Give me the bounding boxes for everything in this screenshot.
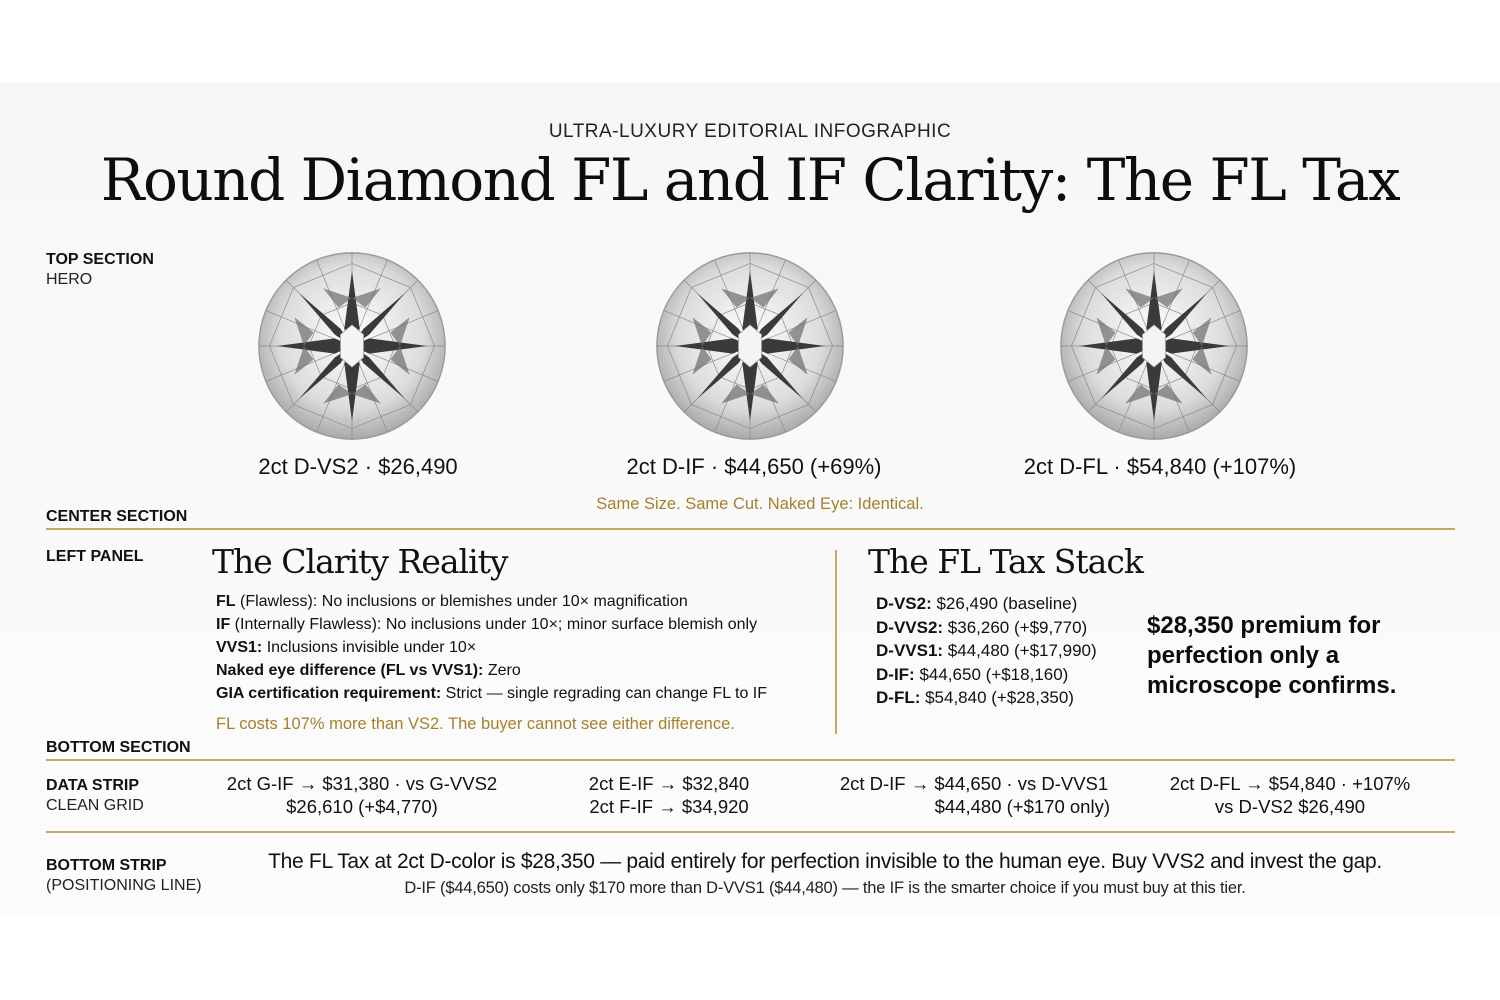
diamond-icon <box>654 250 846 442</box>
strip-line: $44,480 (+$170 only) <box>934 796 1110 817</box>
top-section-sub: HERO <box>46 271 93 288</box>
callout-line: microscope confirms. <box>1147 672 1397 699</box>
strip-line: 2ct G-IF → $31,380 · vs G-VVS2 <box>226 773 498 794</box>
positioning-line: The FL Tax at 2ct D-color is $28,350 — paid entirely for perfection invisible to the human eye. Buy VVS2 and invest the gap. <box>268 850 1382 873</box>
clarity-text: Inclusions invisible under 10× <box>262 639 477 656</box>
stack-text: $36,260 (+$9,770) <box>943 617 1088 637</box>
stack-text: $44,480 (+$17,990) <box>943 641 1097 660</box>
clarity-list <box>216 590 816 705</box>
stack-item <box>876 663 1126 687</box>
page-title: Round Diamond FL and IF Clarity: The FL Tax <box>100 146 1400 214</box>
hero-tagline: Same Size. Same Cut. Naked Eye: Identical. <box>596 495 924 513</box>
left-panel-label: LEFT PANEL <box>46 548 144 565</box>
stack-term: D-IF: <box>876 664 915 684</box>
data-strip-sub: CLEAN GRID <box>46 797 144 814</box>
clarity-heading: The Clarity Reality <box>212 542 508 581</box>
callout-line: perfection only a <box>1147 642 1340 669</box>
data-strip-cell <box>1140 772 1440 818</box>
clarity-item <box>216 659 816 682</box>
data-strip-label: DATA STRIP <box>46 777 140 794</box>
stack-item <box>876 686 1126 710</box>
diamond-icon <box>256 250 448 442</box>
strip-line: 2ct F-IF → $34,920 <box>589 796 749 817</box>
strip-line: 2ct D-IF → $44,650 · vs D-VVS1 <box>839 773 1109 794</box>
clarity-term: Naked eye difference (FL vs VVS1): <box>216 662 484 679</box>
strip-line: 2ct E-IF → $32,840 <box>588 773 750 794</box>
center-section-label: CENTER SECTION <box>46 508 188 525</box>
stack-term: D-VS2: <box>876 594 932 613</box>
data-strip-cell <box>529 772 809 818</box>
divider-rule <box>46 831 1455 833</box>
stack-item <box>876 592 1126 616</box>
diamond-icon <box>1058 250 1250 442</box>
data-strip-cell <box>824 772 1124 818</box>
clarity-item <box>216 590 816 613</box>
divider-rule <box>46 528 1455 530</box>
data-strip-cell <box>212 772 512 818</box>
clarity-text: Zero <box>483 662 521 679</box>
clarity-item <box>216 682 816 705</box>
callout-line: $28,350 premium for <box>1147 612 1381 639</box>
bottom-section-label: BOTTOM SECTION <box>46 739 191 756</box>
premium-callout <box>1147 611 1467 701</box>
clarity-text: Strict — single regrading can change FL to IF <box>441 685 768 702</box>
strip-line: 2ct D-FL → $54,840 · +107% <box>1169 773 1411 794</box>
clarity-text: (Flawless): No inclusions or blemishes under 10× magnification <box>235 593 688 610</box>
kicker: ULTRA-LUXURY EDITORIAL INFOGRAPHIC <box>548 121 952 142</box>
stack-text: $54,840 (+$28,350) <box>920 688 1074 707</box>
clarity-term: GIA certification requirement: <box>216 685 442 702</box>
stack-term: D-VVS2: <box>876 617 944 637</box>
stack-text: $44,650 (+$18,160) <box>914 664 1069 684</box>
clarity-term: VVS1: <box>216 639 263 656</box>
clarity-note: FL costs 107% more than VS2. The buyer cannot see either difference. <box>216 715 735 733</box>
stack-text: $26,490 (baseline) <box>931 594 1078 613</box>
stack-term: D-FL: <box>876 688 921 707</box>
clarity-term: IF <box>216 616 231 633</box>
clarity-item <box>216 613 816 636</box>
stack-list <box>876 592 1126 710</box>
clarity-term: FL <box>216 593 236 610</box>
diamond-caption-fl: 2ct D-FL · $54,840 (+107%) <box>1023 454 1297 479</box>
stack-heading: The FL Tax Stack <box>868 542 1143 581</box>
stack-term: D-VVS1: <box>876 641 944 660</box>
clarity-item <box>216 636 816 659</box>
bottom-strip-sub: (POSITIONING LINE) <box>46 877 202 894</box>
strip-line: vs D-VS2 $26,490 <box>1214 796 1366 817</box>
divider-rule <box>46 759 1455 761</box>
positioning-subline: D-IF ($44,650) costs only $170 more than D-VVS1 ($44,480) — the IF is the smarter choice if you must buy at this tier. <box>404 879 1246 897</box>
panel-divider <box>835 550 837 734</box>
diamond-caption-if: 2ct D-IF · $44,650 (+69%) <box>626 454 882 479</box>
bottom-strip-label: BOTTOM STRIP <box>46 857 167 874</box>
strip-line: $26,610 (+$4,770) <box>286 796 438 817</box>
top-section-label: TOP SECTION <box>46 251 154 268</box>
stack-item <box>876 616 1126 640</box>
stack-item <box>876 639 1126 663</box>
diamond-caption-vs2: 2ct D-VS2 · $26,490 <box>258 454 458 479</box>
clarity-text: (Internally Flawless): No inclusions under 10×; minor surface blemish only <box>230 616 758 633</box>
